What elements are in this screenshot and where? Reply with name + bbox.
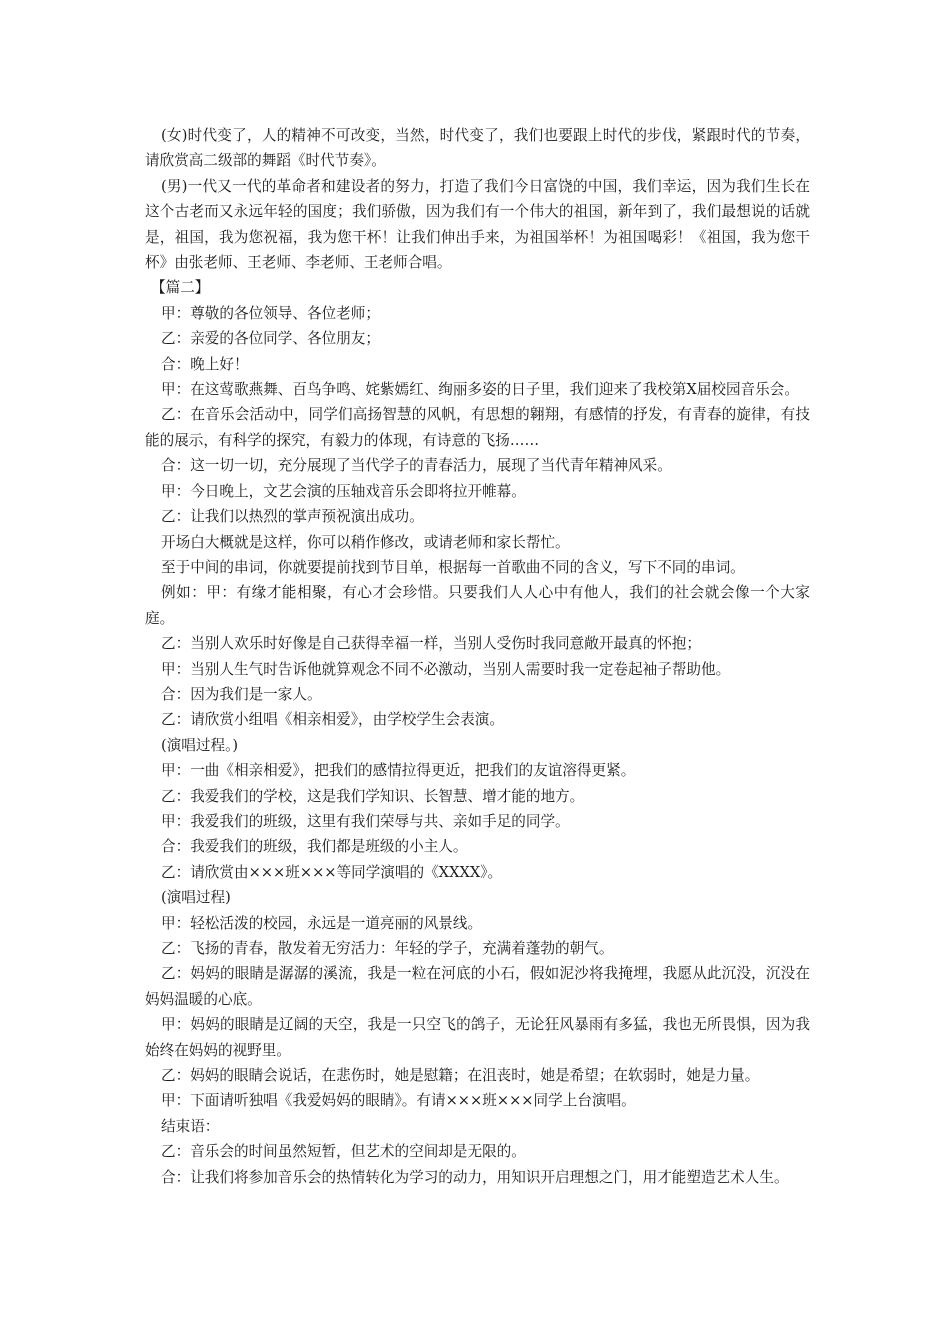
paragraph: 甲：轻松活泼的校园，永远是一道亮丽的风景线。 — [161, 914, 483, 932]
paragraph: 甲：当别人生气时告诉他就算观念不同不必激动，当别人需要时我一定卷起袖子帮助他。 — [161, 660, 731, 678]
paragraph: (演唱过程) — [161, 889, 231, 907]
paragraph: 合：晚上好！ — [161, 355, 249, 373]
paragraph: 合：这一切一切，充分展现了当代学子的青春活力，展现了当代青年精神风采。 — [161, 457, 672, 475]
paragraph: 甲：下面请听独唱《我爱妈妈的眼睛》。有请×××班×××同学上台演唱。 — [161, 1092, 636, 1110]
document-body — [145, 123, 810, 1190]
paragraph: 乙：妈妈的眼睛是潺潺的溪流，我是一粒在河底的小石，假如泥沙将我掩埋，我愿从此沉没，沉没在妈妈温暖的心底。 — [145, 965, 810, 1008]
paragraph: 开场白大概就是这样，你可以稍作修改，或请老师和家长帮忙。 — [161, 533, 570, 551]
paragraph: 乙：音乐会的时间虽然短暂，但艺术的空间却是无限的。 — [161, 1143, 526, 1161]
paragraph: 甲：一曲《相亲相爱》，把我们的感情拉得更近，把我们的友谊溶得更紧。 — [161, 762, 636, 780]
paragraph: 乙：我爱我们的学校，这是我们学知识、长智慧、增才能的地方。 — [161, 787, 585, 805]
paragraph: 合：让我们将参加音乐会的热情转化为学习的动力，用知识开启理想之门，用才能塑造艺术人生。 — [161, 1168, 789, 1186]
paragraph: (演唱过程。) — [161, 736, 239, 754]
paragraph: 乙：飞扬的青春，散发着无穷活力：年轻的学子，充满着蓬勃的朝气。 — [161, 940, 614, 957]
paragraph: 乙：让我们以热烈的掌声预祝演出成功。 — [161, 508, 424, 526]
paragraph: 至于中间的串词，你就要提前找到节目单，根据每一首歌曲不同的含义，写下不同的串词。 — [161, 558, 745, 576]
paragraph: 乙：请欣赏小组唱《相亲相爱》，由学校学生会表演。 — [161, 711, 504, 729]
section-heading: 【篇二】 — [151, 279, 210, 297]
paragraph: 甲：我爱我们的班级，这里有我们荣辱与共、亲如手足的同学。 — [161, 812, 570, 830]
paragraph: (男)一代又一代的革命者和建设者的努力，打造了我们今日富饶的中国，我们幸运，因为我们生长在这个古老而又永远年轻的国度；我们骄傲，因为我们有一个伟大的祖国，新年到了，我们最想说的话就是，祖国，我为您祝福，我为您干杯！让我们伸出手来，为祖国举杯！为祖国喝彩！《祖国，我为您干杯》由张老师、王老师、李老师、王老师合唱。 — [145, 177, 810, 272]
paragraph: 例如：甲：有缘才能相聚，有心才会珍惜。只要我们人人心中有他人，我们的社会就会像一个大家庭。 — [145, 584, 810, 627]
paragraph: 甲：尊敬的各位领导、各位老师； — [161, 304, 380, 322]
paragraph: 甲：妈妈的眼睛是辽阔的天空，我是一只空飞的鸽子，无论狂风暴雨有多猛，我也无所畏惧，因为我始终在妈妈的视野里。 — [145, 1016, 810, 1059]
paragraph: 乙：当别人欢乐时好像是自己获得幸福一样，当别人受伤时我同意敞开最真的怀抱； — [161, 635, 701, 653]
paragraph: 甲：在这莺歌燕舞、百鸟争鸣、姹紫嫣红、绚丽多姿的日子里，我们迎来了我校第X届校园音乐会。 — [161, 381, 799, 399]
paragraph: 结束语： — [161, 1117, 220, 1135]
paragraph: (女)时代变了，人的精神不可改变，当然，时代变了，我们也要跟上时代的步伐，紧跟时代的节奏，请欣赏高二级部的舞蹈《时代节奏》。 — [145, 127, 810, 170]
paragraph: 合：因为我们是一家人。 — [161, 685, 322, 703]
paragraph: 合：我爱我们的班级，我们都是班级的小主人。 — [161, 838, 468, 856]
paragraph: 甲：今日晚上，文艺会演的压轴戏音乐会即将拉开帷幕。 — [161, 482, 526, 500]
paragraph: 乙：在音乐会活动中，同学们高扬智慧的风帆，有思想的翱翔，有感情的抒发，有青春的旋律，有技能的展示，有科学的探究，有毅力的体现，有诗意的飞扬…… — [145, 406, 810, 449]
paragraph: 乙：请欣赏由×××班×××等同学演唱的《XXXX》。 — [161, 863, 503, 881]
paragraph: 乙：妈妈的眼睛会说话，在悲伤时，她是慰籍；在沮丧时，她是希望；在软弱时，她是力量。 — [161, 1067, 760, 1085]
paragraph: 乙：亲爱的各位同学、各位朋友； — [161, 330, 380, 348]
